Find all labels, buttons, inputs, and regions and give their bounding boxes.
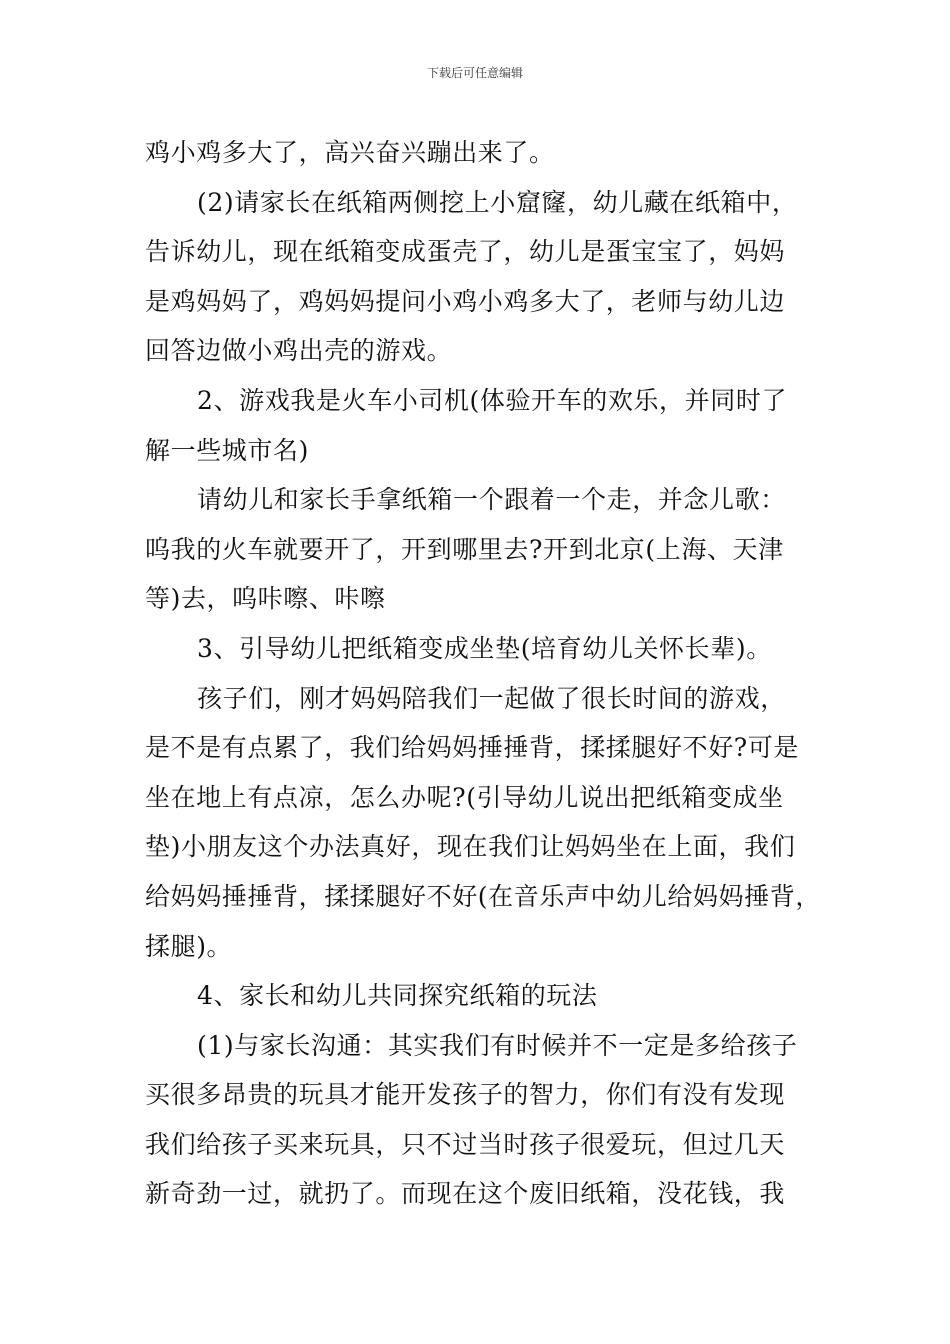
text-line: 解一些城市名)	[145, 435, 309, 465]
document-body	[145, 128, 821, 1219]
text-line: 请幼儿和家长手拿纸箱一个跟着一个走，并念儿歌：	[197, 485, 786, 515]
text-line: 呜我的火车就要开了，开到哪里去?开到北京(上海、天津	[145, 534, 784, 564]
text-line: 我们给孩子买来玩具，只不过当时孩子很爱玩，但过几天	[145, 1129, 786, 1159]
text-line: 坐在地上有点凉，怎么办呢?(引导幼儿说出把纸箱变成坐	[145, 782, 784, 812]
text-line: 鸡小鸡多大了，高兴奋兴蹦出来了。	[145, 138, 555, 167]
text-line: 揉腿)。	[145, 931, 233, 961]
page-header: 下载后可任意编辑	[426, 66, 523, 80]
text-line: 3、引导幼儿把纸箱变成坐垫(培育幼儿关怀长辈)。	[197, 633, 772, 663]
text-line: 垫)小朋友这个办法真好，现在我们让妈妈坐在上面，我们	[145, 832, 796, 862]
text-line: 4、家长和幼儿共同探究纸箱的玩法	[197, 981, 598, 1011]
text-line: 买很多昂贵的玩具才能开发孩子的智力，你们有没有发现	[145, 1080, 786, 1110]
text-line: (2)请家长在纸箱两侧挖上小窟窿，幼儿藏在纸箱中，	[197, 187, 798, 217]
text-line: 2、游戏我是火车小司机(体验开车的欢乐，并同时了	[197, 385, 788, 415]
text-line: (1)与家长沟通：其实我们有时候并不一定是多给孩子	[197, 1030, 798, 1060]
text-line: 是鸡妈妈了，鸡妈妈提问小鸡小鸡多大了，老师与幼儿边	[145, 286, 786, 316]
text-line: 孩子们，刚才妈妈陪我们一起做了很长时间的游戏，	[197, 683, 786, 713]
text-line: 告诉幼儿，现在纸箱变成蛋壳了，幼儿是蛋宝宝了，妈妈	[145, 237, 786, 267]
text-line: 是不是有点累了，我们给妈妈捶捶背，揉揉腿好不好?可是	[145, 733, 800, 763]
text-line: 给妈妈捶捶背，揉揉腿好不好(在音乐声中幼儿给妈妈捶背，	[145, 881, 821, 911]
text-line: 回答边做小鸡出壳的游戏。	[145, 336, 453, 366]
text-line: 等)去，呜咔嚓、咔嚓	[145, 584, 386, 614]
text-line: 新奇劲一过，就扔了。而现在这个废旧纸箱，没花钱，我	[145, 1179, 786, 1209]
